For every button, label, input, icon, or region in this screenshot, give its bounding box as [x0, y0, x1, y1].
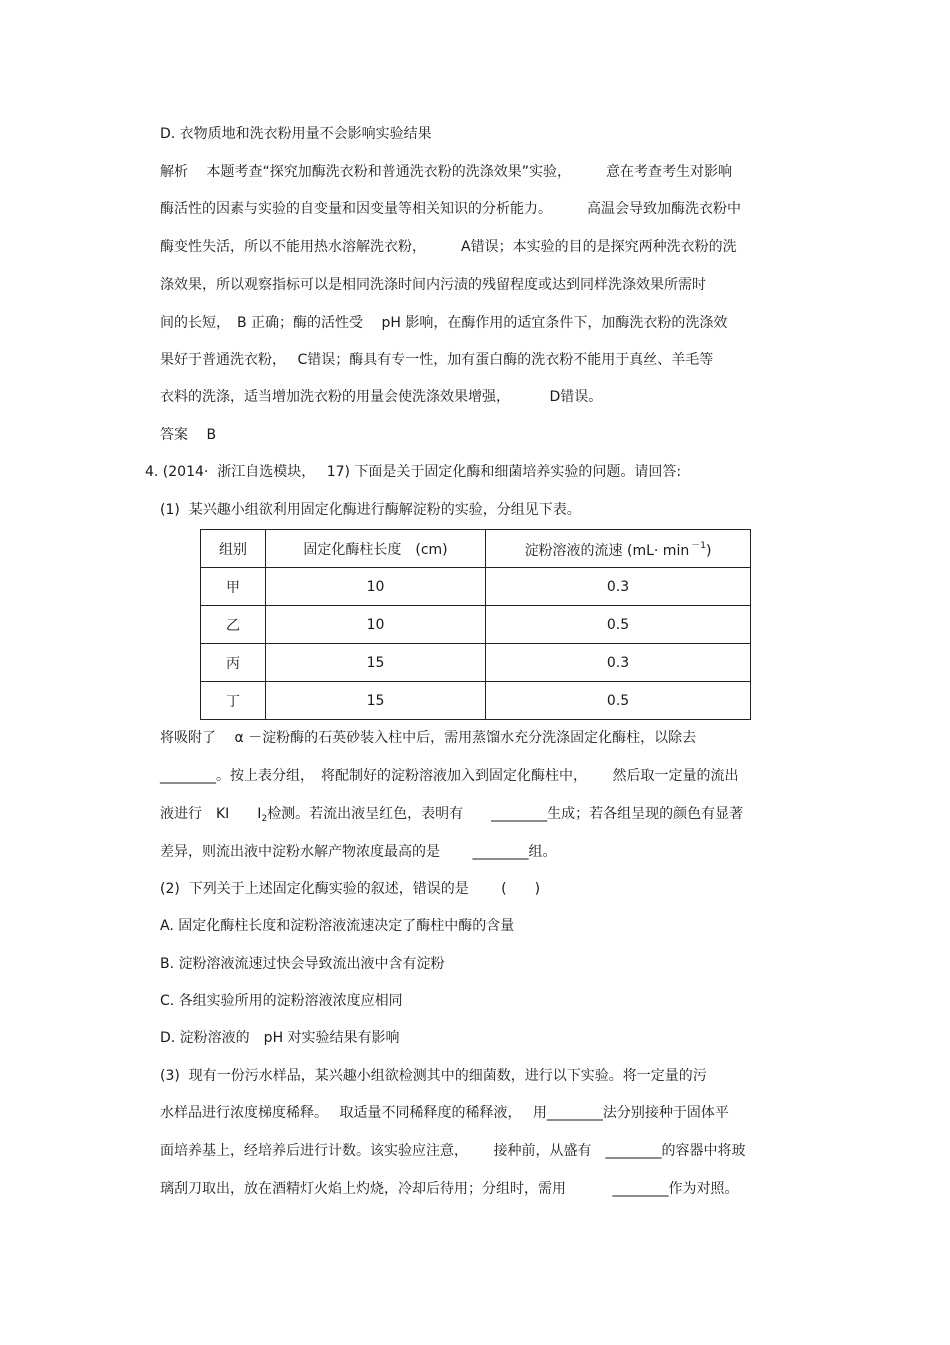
analysis-line-1: 解析 本题考查“探究加酶洗衣粉和普通洗衣粉的洗涤效果”实验， 意在考查考生对影响: [160, 164, 732, 180]
table-row: [201, 568, 751, 606]
part-1-line-2: ________。按上表分组， 将配制好的淀粉溶液加入到固定化酶柱中， 然后取一定量的流出: [160, 768, 739, 784]
analysis-line-6: 果好于普通洗衣粉， C错误；酶具有专一性，加有蛋白酶的洗衣粉不能用于真丝、羊毛等: [160, 352, 714, 368]
experiment-table: [200, 529, 751, 720]
part-3-line-4: 璃刮刀取出，放在酒精灯火焰上灼烧，冷却后待用；分组时，需用 ________作为对照。: [160, 1181, 739, 1197]
analysis-line-4: 涤效果，所以观察指标可以是相同洗涤时间内污渍的残留程度或达到同样洗涤效果所需时: [160, 277, 706, 293]
part-1-line-3-a: 液进行 KI I: [160, 806, 262, 822]
analysis-line-2: 酶活性的因素与实验的自变量和因变量等相关知识的分析能力。 高温会导致加酶洗衣粉中: [160, 201, 741, 217]
cell-flow: 0.5: [486, 606, 751, 644]
question-4-header: 4. (2014· 浙江自选模块， 17) 下面是关于固定化酶和细菌培养实验的问题。请回答:: [145, 464, 682, 480]
cell-group: 丁: [201, 682, 266, 720]
header-column-length: 固定化酶柱长度 (cm): [266, 530, 486, 568]
answer: 答案 B: [160, 427, 217, 443]
cell-length: 10: [266, 568, 486, 606]
part-2-option-c: C. 各组实验所用的淀粉溶液浓度应相同: [160, 993, 403, 1009]
table-row: [201, 606, 751, 644]
cell-flow: 0.3: [486, 568, 751, 606]
part-2-option-a: A. 固定化酶柱长度和淀粉溶液流速决定了酶柱中酶的含量: [160, 918, 515, 934]
analysis-line-7: 衣料的洗涤，适当增加洗衣粉的用量会使洗涤效果增强， D错误。: [160, 389, 603, 405]
part-3-line-1: (3) 现有一份污水样品，某兴趣小组欲检测其中的细菌数，进行以下实验。将一定量的污: [160, 1068, 707, 1084]
header-flow-rate-text: 淀粉溶液的流速 (mL· min: [524, 542, 690, 559]
cell-flow: 0.3: [486, 644, 751, 682]
analysis-line-3: 酶变性失活，所以不能用热水溶解洗衣粉， A错误；本实验的目的是探究两种洗衣粉的洗: [160, 239, 737, 255]
cell-flow: 0.5: [486, 682, 751, 720]
cell-length: 10: [266, 606, 486, 644]
header-flow-rate: [486, 530, 751, 568]
part-2-option-b: B. 淀粉溶液流速过快会导致流出液中含有淀粉: [160, 956, 445, 972]
part-2-option-d: D. 淀粉溶液的 pH 对实验结果有影响: [160, 1030, 400, 1046]
analysis-line-5: 间的长短， B 正确；酶的活性受 pH 影响，在酶作用的适宜条件下，加酶洗衣粉的洗涤效: [160, 315, 728, 331]
part-1-line-3: [160, 804, 743, 829]
table-row: [201, 644, 751, 682]
part-2-intro: (2) 下列关于上述固定化酶实验的叙述，错误的是 ( ): [160, 881, 541, 897]
table-row: [201, 682, 751, 720]
option-d: D. 衣物质地和洗衣粉用量不会影响实验结果: [160, 126, 432, 142]
part-3-line-3: 面培养基上，经培养后进行计数。该实验应注意， 接种前，从盛有 ________的容器中将玻: [160, 1143, 746, 1159]
part-1-line-4: 差异，则流出液中淀粉水解产物浓度最高的是 ________组。: [160, 844, 557, 860]
header-flow-rate-sup: －1: [691, 540, 706, 551]
header-flow-rate-close: ): [705, 542, 712, 559]
cell-group: 乙: [201, 606, 266, 644]
part-3-line-2: 水样品进行浓度梯度稀释。 取适量不同稀释度的稀释液， 用________法分别接种于固体平: [160, 1105, 729, 1121]
cell-length: 15: [266, 644, 486, 682]
cell-group: 甲: [201, 568, 266, 606]
part-1-line-3-b: 检测。若流出液呈红色，表明有 ________生成；若各组呈现的颜色有显著: [267, 806, 744, 822]
header-group: 组别: [201, 530, 266, 568]
part-1-intro: (1) 某兴趣小组欲利用固定化酶进行酶解淀粉的实验，分组见下表。: [160, 502, 581, 518]
iodine-subscript: 2: [261, 814, 268, 824]
table-header-row: [201, 530, 751, 568]
cell-length: 15: [266, 682, 486, 720]
cell-group: 丙: [201, 644, 266, 682]
part-1-line-1: 将吸附了 α －淀粉酶的石英砂装入柱中后，需用蒸馏水充分洗涤固定化酶柱，以除去: [160, 730, 697, 746]
